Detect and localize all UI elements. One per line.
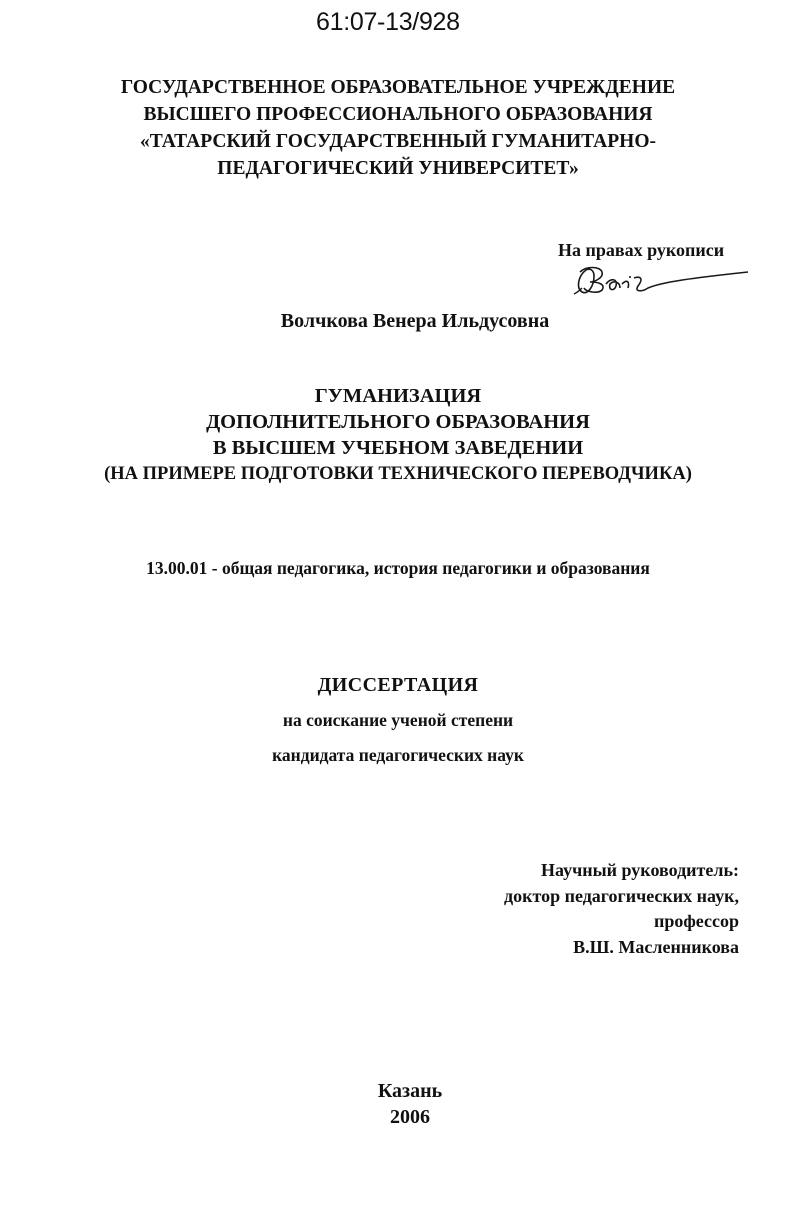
title-line: ГУМАНИЗАЦИЯ	[314, 385, 482, 407]
title-subtitle: (НА ПРИМЕРЕ ПОДГОТОВКИ ТЕХНИЧЕСКОГО ПЕРЕВОДЧИКА)	[104, 464, 692, 484]
degree-line-1: на соискание ученой степени	[282, 710, 514, 730]
city: Казань	[377, 1080, 443, 1102]
author-name: Волчкова Венера Ильдусовна	[280, 310, 550, 332]
supervisor-name: В.Ш. Масленникова	[573, 936, 739, 957]
supervisor-block	[504, 858, 739, 960]
year: 2006	[390, 1106, 430, 1128]
title-line: ДОПОЛНИТЕЛЬНОГО ОБРАЗОВАНИЯ	[206, 411, 590, 433]
degree-line-2: кандидата педагогических наук	[272, 745, 524, 765]
handwritten-signature	[572, 262, 752, 298]
organization-line: ПЕДАГОГИЧЕСКИЙ УНИВЕРСИТЕТ»	[217, 158, 579, 179]
organization-line: ВЫСШЕГО ПРОФЕССИОНАЛЬНОГО ОБРАЗОВАНИЯ	[143, 104, 653, 125]
supervisor-degree: доктор педагогических наук,	[503, 885, 739, 906]
title-line: В ВЫСШЕМ УЧЕБНОМ ЗАВЕДЕНИИ	[212, 437, 584, 459]
document-type: ДИССЕРТАЦИЯ	[317, 674, 479, 696]
supervisor-heading: Научный руководитель:	[541, 860, 739, 880]
manuscript-rights-note: На правах рукописи	[558, 240, 725, 260]
city-year-footer	[0, 1078, 796, 1130]
specialty-code: 13.00.01 - общая педагогика, история педагогики и образования	[146, 558, 650, 578]
archive-stamp: 61:07-13/928	[316, 8, 460, 36]
supervisor-rank: профессор	[653, 911, 739, 931]
organization-line: «ТАТАРСКИЙ ГОСУДАРСТВЕННЫЙ ГУМАНИТАРНО-	[139, 131, 657, 152]
dissertation-title	[0, 383, 796, 487]
organization-line: ГОСУДАРСТВЕННОЕ ОБРАЗОВАТЕЛЬНОЕ УЧРЕЖДЕНИЕ	[120, 77, 676, 98]
organization-header	[0, 74, 796, 182]
